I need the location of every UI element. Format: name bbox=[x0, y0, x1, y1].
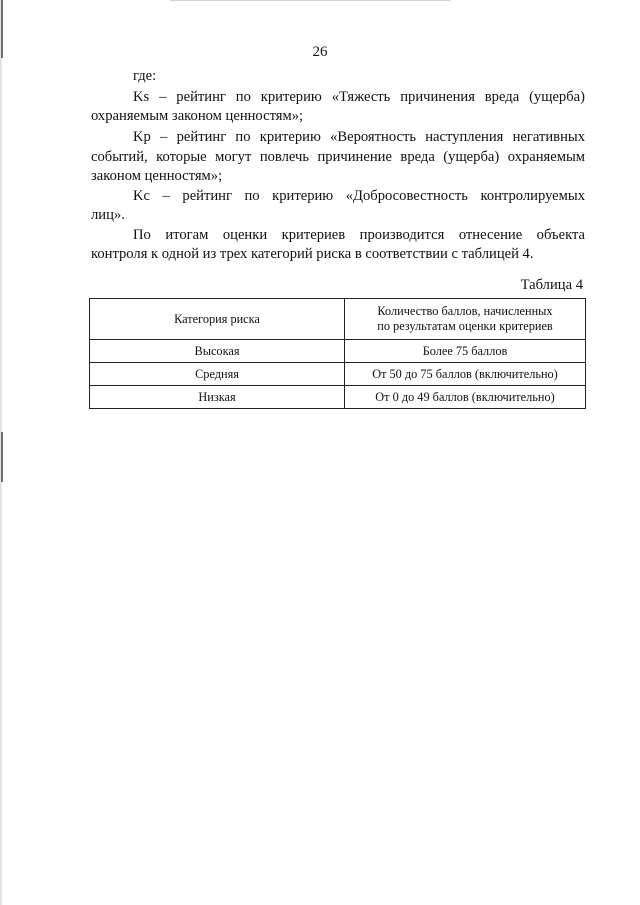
risk-category-cell: Средняя bbox=[90, 363, 345, 386]
scan-mark bbox=[1, 432, 3, 482]
table-row bbox=[90, 340, 586, 363]
risk-category-table bbox=[89, 298, 586, 409]
text-kp-definition-end: законом ценностям»; bbox=[91, 168, 223, 184]
text-where: где: bbox=[133, 68, 157, 84]
scan-top-line bbox=[170, 0, 450, 1]
risk-category-cell: Высокая bbox=[90, 340, 345, 363]
header-score-line-1: Количество баллов, начисленных bbox=[377, 304, 553, 318]
header-score-count bbox=[345, 299, 586, 340]
text-ks-definition-cont: охраняемым законом ценностям»; bbox=[91, 108, 304, 124]
text-ks-definition: Ks – рейтинг по критерию «Тяжесть причинения вреда (ущерба) bbox=[133, 89, 585, 105]
text-kc-definition-cont: лиц». bbox=[91, 207, 125, 223]
text-kp-definition-cont: событий, которые могут повлечь причинение вреда (ущерба) охраняемым bbox=[91, 149, 585, 165]
header-risk-category: Категория риска bbox=[90, 299, 345, 340]
score-range-cell: Более 75 баллов bbox=[345, 340, 586, 363]
header-score-line-2: по результатам оценки критериев bbox=[377, 319, 553, 333]
table-header-row bbox=[90, 299, 586, 340]
risk-category-cell: Низкая bbox=[90, 386, 345, 409]
score-range-cell: От 0 до 49 баллов (включительно) bbox=[345, 386, 586, 409]
text-assessment-paragraph-cont: контроля к одной из трех категорий риска в соответствии с таблицей 4. bbox=[91, 246, 534, 262]
score-range-cell: От 50 до 75 баллов (включительно) bbox=[345, 363, 586, 386]
table-row bbox=[90, 386, 586, 409]
text-kp-definition: Kр – рейтинг по критерию «Вероятность наступления негативных bbox=[133, 129, 585, 145]
text-assessment-paragraph: По итогам оценки критериев производится отнесение объекта bbox=[133, 227, 585, 243]
page-number: 26 bbox=[312, 44, 328, 60]
table-row bbox=[90, 363, 586, 386]
text-kc-definition: Kс – рейтинг по критерию «Добросовестность контролируемых bbox=[133, 188, 585, 204]
table-caption: Таблица 4 bbox=[520, 277, 583, 293]
